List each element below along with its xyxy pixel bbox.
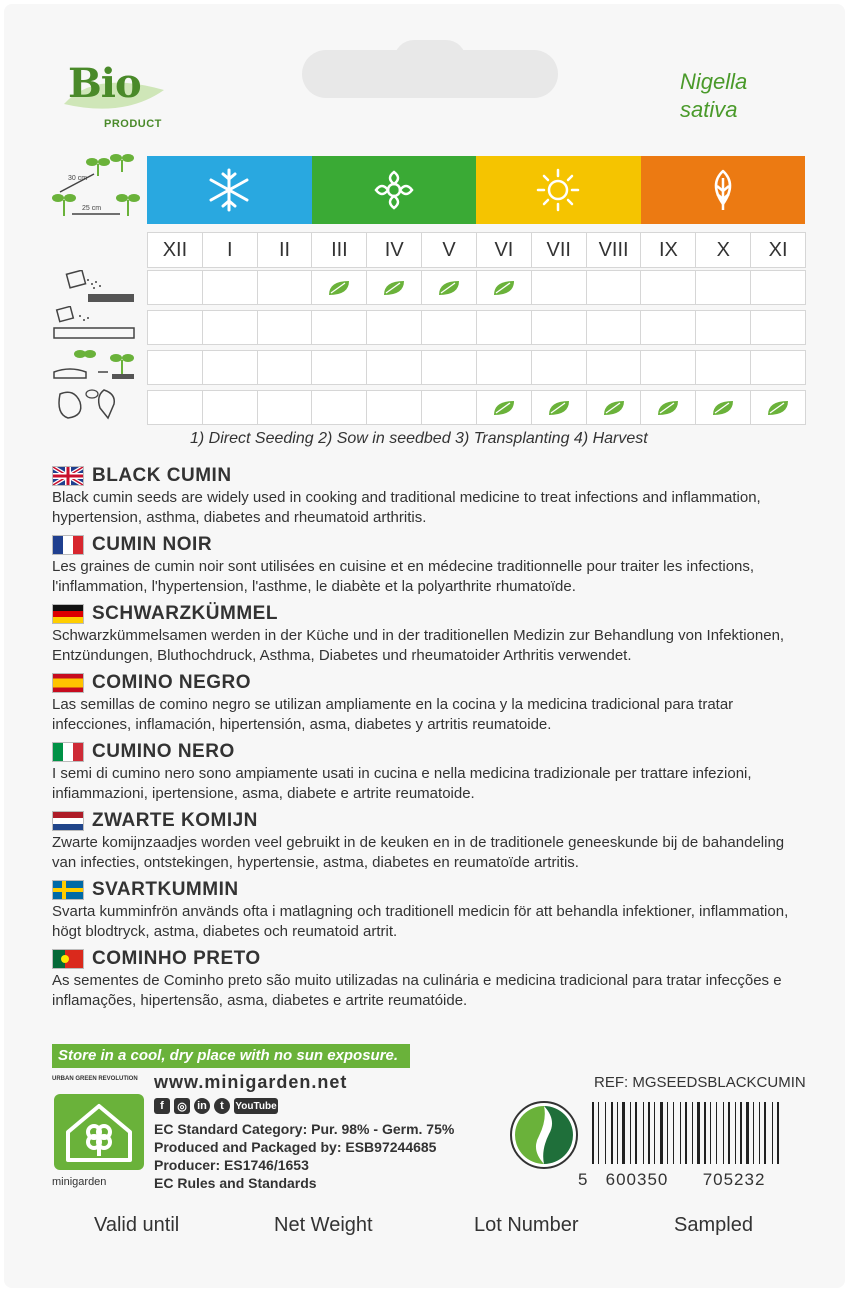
barcode-bar <box>694 1102 695 1164</box>
calendar-legend: 1) Direct Seeding 2) Sow in seedbed 3) Transplanting 4) Harvest <box>190 430 648 447</box>
barcode-bar <box>740 1102 742 1164</box>
barcode-bar <box>767 1102 770 1164</box>
month-header: I <box>202 232 258 268</box>
calendar-cell <box>202 350 258 385</box>
lot-number-label: Lot Number <box>474 1214 579 1236</box>
leaf-mark-icon <box>602 399 626 417</box>
calendar-cell <box>586 270 642 305</box>
barcode-bar <box>635 1102 637 1164</box>
barcode-bar <box>598 1102 599 1164</box>
seedbed-icon <box>50 306 142 342</box>
barcode-bar <box>685 1102 687 1164</box>
barcode-bar <box>607 1102 609 1164</box>
snowflake-icon <box>207 168 251 212</box>
portugal-flag-icon <box>52 949 84 969</box>
calendar-cell <box>476 350 532 385</box>
calendar-cell <box>366 310 422 345</box>
calendar-cell <box>257 270 313 305</box>
calendar-cell <box>257 350 313 385</box>
calendar-cell <box>586 390 642 425</box>
calendar-cell <box>147 390 203 425</box>
month-header: VII <box>531 232 587 268</box>
calendar-row-transplanting <box>147 350 805 385</box>
leaf-mark-icon <box>492 279 516 297</box>
barcode-bar <box>682 1102 683 1164</box>
facebook-icon[interactable]: f <box>154 1098 170 1114</box>
barcode-bar <box>746 1102 749 1164</box>
barcode-bar <box>632 1102 633 1164</box>
barcode-bar <box>654 1102 655 1164</box>
house-plant-icon <box>54 1094 144 1170</box>
barcode-bar <box>728 1102 730 1164</box>
barcode-bar <box>592 1102 594 1164</box>
harvest-icon <box>50 386 142 422</box>
calendar-row-direct-seeding <box>147 270 805 305</box>
section-title: ZWARTE KOMIJN <box>92 810 258 831</box>
barcode-bar <box>735 1102 736 1164</box>
calendar-cell <box>202 390 258 425</box>
barcode-bar <box>680 1102 681 1164</box>
calendar-cell <box>147 270 203 305</box>
barcode-bar <box>772 1102 773 1164</box>
calendar-cell <box>421 390 477 425</box>
section-title: SVARTKUMMIN <box>92 879 239 900</box>
storage-banner: Store in a cool, dry place with no sun exposure. <box>52 1044 410 1068</box>
month-header: IX <box>640 232 696 268</box>
barcode-bar <box>660 1102 663 1164</box>
spain-flag-icon <box>52 673 84 693</box>
barcode-bar <box>611 1102 613 1164</box>
section-title: COMINO NEGRO <box>92 672 252 693</box>
barcode-bar <box>707 1102 708 1164</box>
barcode-bar <box>723 1102 724 1164</box>
direct-seeding-icon <box>50 270 142 306</box>
latin-name <box>680 68 747 124</box>
barcode-bar <box>755 1102 757 1164</box>
season-spring <box>312 156 477 224</box>
section-portuguese <box>52 947 812 1011</box>
barcode-bar <box>716 1102 717 1164</box>
barcode-bar <box>651 1102 652 1164</box>
month-header: VIII <box>586 232 642 268</box>
calendar-cell <box>695 390 751 425</box>
linkedin-icon[interactable]: in <box>194 1098 210 1114</box>
barcode-bar <box>622 1102 625 1164</box>
calendar-cell <box>586 350 642 385</box>
month-header: VI <box>476 232 532 268</box>
section-title: CUMINO NERO <box>92 741 235 762</box>
transplant-icon <box>50 346 142 382</box>
product-info <box>154 1120 454 1192</box>
barcode-bar <box>737 1102 738 1164</box>
calendar-cell <box>421 350 477 385</box>
barcode-bar <box>774 1102 775 1164</box>
net-weight-label: Net Weight <box>274 1214 373 1236</box>
leaf-icon <box>701 168 745 212</box>
section-text: Svarta kumminfrön används ofta i matlagning och traditionell medicin för att behandla infektioner, inflammation, högt blodtryck, astma, diabetes och reumatoid artrit. <box>52 903 789 940</box>
info-line: Produced and Packaged by: ESB97244685 <box>154 1139 437 1155</box>
calendar-cell <box>257 390 313 425</box>
barcode-number: 5 600350 705232 <box>578 1170 766 1189</box>
leaf-mark-icon <box>382 279 406 297</box>
barcode-bar <box>605 1102 606 1164</box>
calendar-cell <box>421 310 477 345</box>
section-spanish <box>52 671 812 735</box>
seed-packet <box>4 4 845 1288</box>
calendar-row-harvest <box>147 390 805 425</box>
sowing-calendar <box>147 270 805 430</box>
barcode-bar <box>656 1102 658 1164</box>
leaf-mark-icon <box>656 399 680 417</box>
barcode-bar <box>645 1102 646 1164</box>
italy-flag-icon <box>52 742 84 762</box>
month-header: XII <box>147 232 203 268</box>
barcode-bar <box>643 1102 644 1164</box>
barcode-bar <box>718 1102 721 1164</box>
month-header: III <box>311 232 367 268</box>
barcode-bar <box>759 1102 760 1164</box>
barcode-bar <box>777 1102 779 1164</box>
month-header: V <box>421 232 477 268</box>
barcode-bar <box>675 1102 678 1164</box>
website-link[interactable]: www.minigarden.net <box>154 1072 348 1092</box>
section-text: I semi di cumino nero sono ampiamente usati in cucina e nella medicina tradizionale per trattare infezioni, infiammazioni, ipertensione, asma, diabete e artrite reumatoide. <box>52 765 752 802</box>
calendar-cell <box>531 390 587 425</box>
barcode-bar <box>669 1102 671 1164</box>
france-flag-icon <box>52 535 84 555</box>
barcode <box>592 1102 806 1164</box>
barcode-bar <box>743 1102 744 1164</box>
leaf-mark-icon <box>711 399 735 417</box>
barcode-bar <box>673 1102 674 1164</box>
calendar-cell <box>476 310 532 345</box>
leaf-mark-icon <box>547 399 571 417</box>
latin-name-species: sativa <box>680 97 738 122</box>
twitter-icon[interactable]: t <box>214 1098 230 1114</box>
leaf-mark-icon <box>492 399 516 417</box>
month-header: XI <box>750 232 806 268</box>
barcode-bar <box>697 1102 700 1164</box>
sampled-label: Sampled <box>674 1214 753 1236</box>
leaf-mark-icon <box>437 279 461 297</box>
calendar-cell <box>202 310 258 345</box>
barcode-bar <box>688 1102 690 1164</box>
barcode-bar <box>614 1102 615 1164</box>
reference-code: REF: MGSEEDSBLACKCUMIN <box>594 1074 806 1091</box>
calendar-cell <box>476 390 532 425</box>
calendar-cell <box>311 310 367 345</box>
barcode-bar <box>648 1102 650 1164</box>
section-text: Black cumin seeds are widely used in cooking and traditional medicine to treat infections and inflammation, hypertension, asthma, diabetes and rheumatoid arthritis. <box>52 489 761 526</box>
info-line: Producer: ES1746/1653 <box>154 1157 309 1173</box>
netherlands-flag-icon <box>52 811 84 831</box>
barcode-bar <box>626 1102 628 1164</box>
season-bar <box>147 156 805 224</box>
sun-icon <box>536 168 580 212</box>
calendar-cell <box>531 270 587 305</box>
calendar-cell <box>750 310 806 345</box>
calendar-cell <box>695 350 751 385</box>
valid-until-label: Valid until <box>94 1214 180 1236</box>
barcode-bar <box>750 1102 751 1164</box>
calendar-cell <box>366 350 422 385</box>
section-text: Las semillas de comino negro se utilizan ampliamente en la cocina y la medicina tradicional para tratar infecciones, inflamación, hipertensión, asma, diabetes y artritis reumatoide. <box>52 696 734 733</box>
calendar-cell <box>695 310 751 345</box>
section-title: CUMIN NOIR <box>92 534 213 555</box>
brand-name: minigarden <box>52 1176 107 1188</box>
barcode-bar <box>731 1102 733 1164</box>
section-text: As sementes de Cominho preto são muito utilizadas na culinária e medicina tradicional para tratar infecções e inflamações, hipertensão, asma, diabetes e artrite reumatóide. <box>52 972 782 1009</box>
calendar-cell <box>695 270 751 305</box>
barcode-bar <box>595 1102 596 1164</box>
section-french <box>52 533 812 597</box>
month-header: II <box>257 232 313 268</box>
barcode-bar <box>725 1102 726 1164</box>
hang-hole-top <box>394 40 466 80</box>
barcode-bar <box>619 1102 620 1164</box>
calendar-cell <box>750 390 806 425</box>
row-spacing-label: 30 cm <box>68 175 88 182</box>
barcode-bar <box>753 1102 754 1164</box>
barcode-bar <box>761 1102 762 1164</box>
barcode-bar <box>780 1102 781 1164</box>
season-summer <box>476 156 641 224</box>
plant-spacing-icon <box>50 154 142 224</box>
month-header: X <box>695 232 751 268</box>
calendar-cell <box>750 350 806 385</box>
leaf-mark-icon <box>766 399 790 417</box>
calendar-cell <box>640 270 696 305</box>
section-text: Schwarzkümmelsamen werden in der Küche und in der traditionellen Medizin zur Behandlung von Infektionen, Entzündungen, Bluthochdruck, Asthma, Diabetes und rheumatoider Arthritis verwendet. <box>52 627 785 664</box>
section-title: SCHWARZKÜMMEL <box>92 603 278 624</box>
calendar-cell <box>366 390 422 425</box>
calendar-cell <box>147 310 203 345</box>
latin-name-genus: Nigella <box>680 69 748 94</box>
leaf-mark-icon <box>327 279 351 297</box>
minigarden-logo <box>54 1094 144 1170</box>
youtube-icon[interactable]: YouTube <box>234 1098 278 1114</box>
barcode-bar <box>667 1102 668 1164</box>
calendar-cell <box>421 270 477 305</box>
social-links <box>154 1098 278 1114</box>
barcode-bar <box>710 1102 711 1164</box>
month-header: IV <box>366 232 422 268</box>
calendar-cell <box>640 310 696 345</box>
section-title: BLACK CUMIN <box>92 465 232 486</box>
calendar-cell <box>640 390 696 425</box>
calendar-cell <box>147 350 203 385</box>
uk-flag-icon <box>52 466 84 486</box>
barcode-bar <box>701 1102 702 1164</box>
instagram-icon[interactable]: ◎ <box>174 1098 190 1114</box>
calendar-cell <box>750 270 806 305</box>
barcode-bar <box>712 1102 714 1164</box>
calendar-cell <box>366 270 422 305</box>
barcode-bar <box>692 1102 693 1164</box>
sweden-flag-icon <box>52 880 84 900</box>
bio-logo-text: Bio <box>68 60 141 107</box>
calendar-cell <box>476 270 532 305</box>
section-dutch <box>52 809 812 873</box>
barcode-bar <box>630 1102 631 1164</box>
season-winter <box>147 156 312 224</box>
barcode-bar <box>638 1102 641 1164</box>
calendar-cell <box>257 310 313 345</box>
bio-logo-subtext: PRODUCT <box>104 118 162 130</box>
section-english <box>52 464 812 528</box>
description-sections <box>52 464 812 1016</box>
section-title: COMINHO PRETO <box>92 948 261 969</box>
barcode-bar <box>704 1102 706 1164</box>
calendar-cell <box>531 310 587 345</box>
section-italian <box>52 740 812 804</box>
calendar-cell <box>311 350 367 385</box>
barcode-bar <box>664 1102 665 1164</box>
germany-flag-icon <box>52 604 84 624</box>
green-dot-recycle-icon <box>509 1100 579 1170</box>
calendar-row-sow-in-seedbed <box>147 310 805 345</box>
barcode-bar <box>764 1102 766 1164</box>
barcode-bar <box>600 1102 603 1164</box>
section-german <box>52 602 812 666</box>
calendar-cell <box>640 350 696 385</box>
calendar-cell <box>531 350 587 385</box>
section-swedish <box>52 878 812 942</box>
calendar-cell <box>311 390 367 425</box>
calendar-cell <box>202 270 258 305</box>
month-header-row <box>147 232 805 268</box>
info-line: EC Standard Category: Pur. 98% - Germ. 75% <box>154 1121 455 1137</box>
brand-tagline: URBAN GREEN REVOLUTION <box>52 1076 138 1082</box>
barcode-bar <box>617 1102 618 1164</box>
calendar-cell <box>586 310 642 345</box>
season-autumn <box>641 156 806 224</box>
info-line: EC Rules and Standards <box>154 1175 317 1191</box>
section-text: Zwarte komijnzaadjes worden veel gebruikt in de keuken en in de traditionele geneeskunde bij de bahandeling van infecties, ontstekingen, hypertensie, astma, diabetes en reumatoïde artritis. <box>52 834 785 871</box>
plant-spacing-label: 25 cm <box>82 205 102 212</box>
calendar-cell <box>311 270 367 305</box>
flower-icon <box>372 168 416 212</box>
section-text: Les graines de cumin noir sont utilisées en cuisine et en médecine traditionnelle pour traiter les infections, l'inflammation, l'hypertension, l'asthme, le diabète et la polyarthrite rhumatoïde. <box>52 558 755 595</box>
